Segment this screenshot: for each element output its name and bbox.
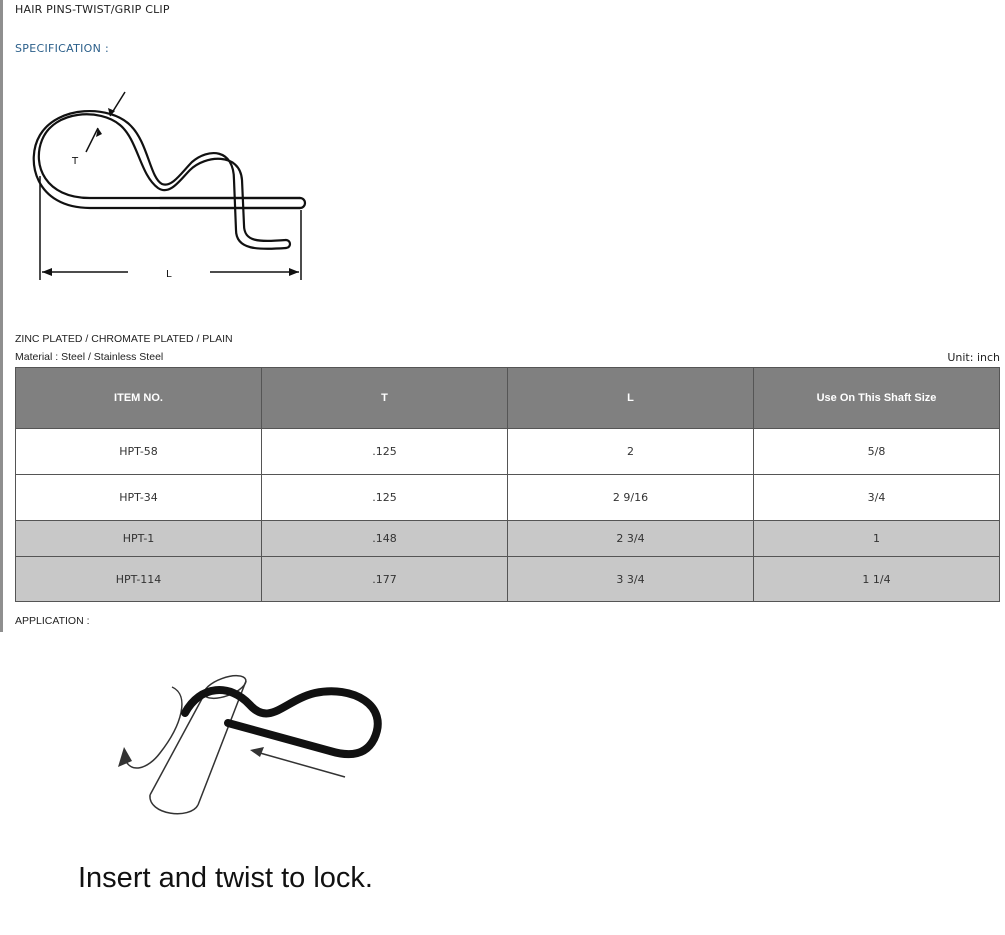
header-shaft-size: Use On This Shaft Size [754, 368, 1000, 429]
header-item-no: ITEM NO. [16, 368, 262, 429]
header-l: L [508, 368, 754, 429]
cell-shaft-size: 5/8 [754, 429, 1000, 475]
cell-item-no: HPT-1 [16, 521, 262, 557]
application-caption: Insert and twist to lock. [78, 862, 373, 894]
hair-pin-diagram [30, 80, 330, 290]
unit-label: Unit: inch [947, 351, 1000, 364]
finish-options: ZINC PLATED / CHROMATE PLATED / PLAIN [15, 333, 233, 345]
specification-label: SPECIFICATION : [15, 42, 109, 55]
table-header-row [16, 368, 1000, 429]
table-row [16, 475, 1000, 521]
application-diagram [90, 655, 410, 830]
cell-item-no: HPT-34 [16, 475, 262, 521]
table-row [16, 429, 1000, 475]
cell-l: 2 3/4 [508, 521, 754, 557]
page-title: HAIR PINS-TWIST/GRIP CLIP [15, 3, 170, 16]
cell-item-no: HPT-114 [16, 557, 262, 602]
material-info: Material : Steel / Stainless Steel [15, 351, 164, 363]
cell-item-no: HPT-58 [16, 429, 262, 475]
l-dimension-label: L [166, 269, 172, 280]
table-row [16, 521, 1000, 557]
cell-shaft-size: 1 [754, 521, 1000, 557]
cell-t: .125 [262, 429, 508, 475]
cell-t: .148 [262, 521, 508, 557]
cell-l: 3 3/4 [508, 557, 754, 602]
cell-t: .177 [262, 557, 508, 602]
cell-l: 2 [508, 429, 754, 475]
t-dimension-label: T [72, 156, 79, 167]
application-label: APPLICATION : [15, 615, 90, 627]
cell-t: .125 [262, 475, 508, 521]
cell-l: 2 9/16 [508, 475, 754, 521]
header-t: T [262, 368, 508, 429]
spec-table [15, 367, 1000, 602]
left-border [0, 0, 3, 632]
cell-shaft-size: 3/4 [754, 475, 1000, 521]
cell-shaft-size: 1 1/4 [754, 557, 1000, 602]
table-row [16, 557, 1000, 602]
